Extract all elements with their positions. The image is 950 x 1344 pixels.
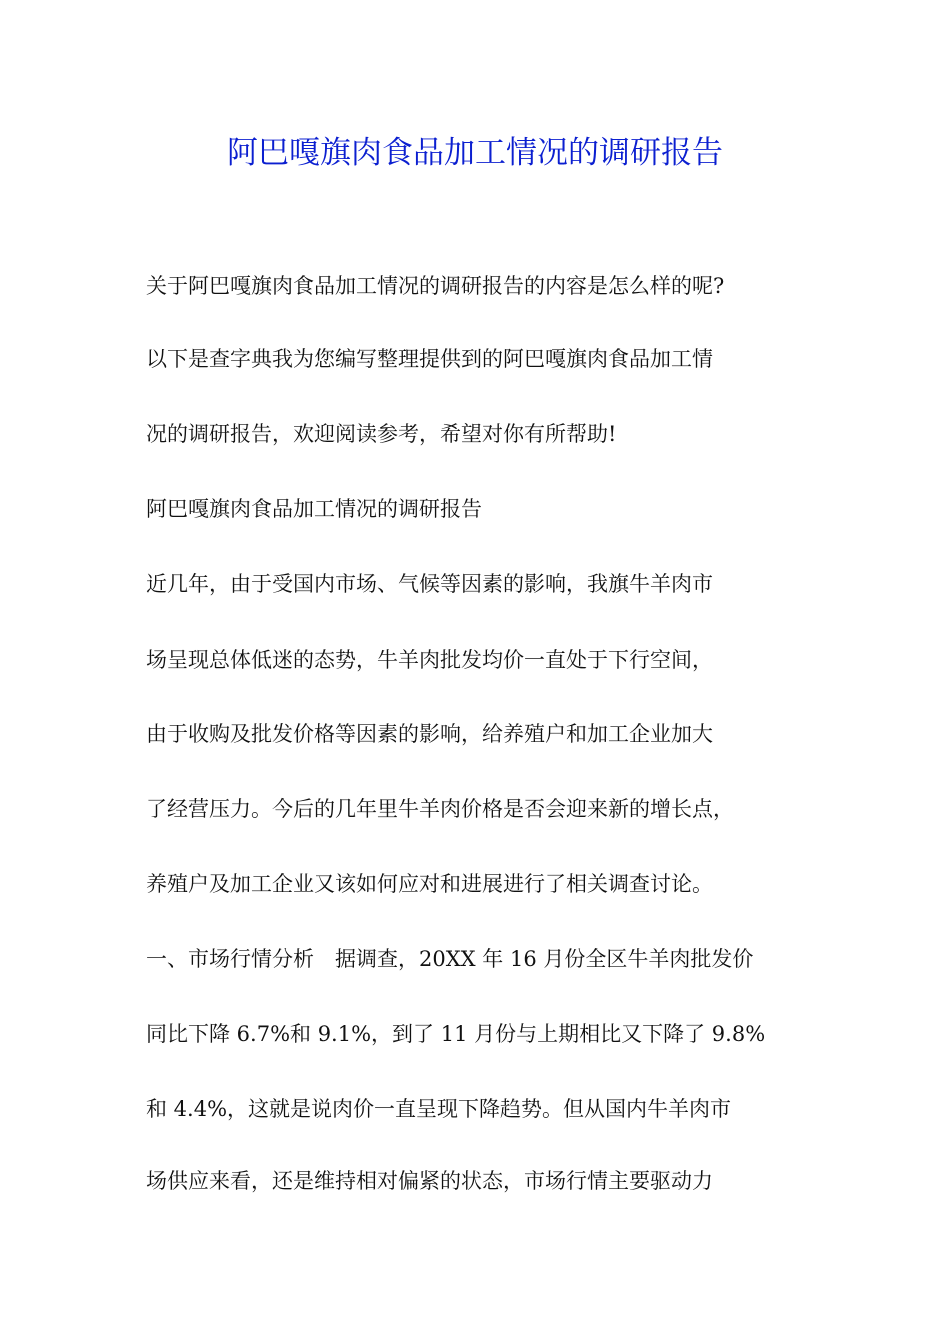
body-line-12: 和 4.4%，这就是说肉价一直呈现下降趋势。但从国内牛羊肉市 [146,1097,732,1121]
section-heading: 阿巴嘎旗肉食品加工情况的调研报告 [146,497,482,521]
body-line-5: 近几年，由于受国内市场、气候等因素的影响，我旗牛羊肉市 [146,572,713,596]
body-line-9: 养殖户及加工企业又该如何应对和进展进行了相关调查讨论。 [146,872,713,896]
body-line-6: 场呈现总体低迷的态势，牛羊肉批发均价一直处于下行空间， [146,648,713,672]
document-title: 阿巴嘎旗肉食品加工情况的调研报告 [227,135,723,171]
body-line-13: 场供应来看，还是维持相对偏紧的状态，市场行情主要驱动力 [146,1169,713,1193]
body-line-7: 由于收购及批发价格等因素的影响，给养殖户和加工企业加大 [146,722,713,746]
body-line-1: 关于阿巴嘎旗肉食品加工情况的调研报告的内容是怎么样的呢? [146,274,725,298]
body-line-10: 一、市场行情分析 据调查，20XX 年 16 月份全区牛羊肉批发价 [146,947,754,971]
body-line-8: 了经营压力。今后的几年里牛羊肉价格是否会迎来新的增长点， [146,797,734,821]
body-line-11: 同比下降 6.7%和 9.1%，到了 11 月份与上期相比又下降了 9.8% [146,1022,766,1046]
body-line-2: 以下是查字典我为您编写整理提供到的阿巴嘎旗肉食品加工情 [146,347,713,371]
body-line-3: 况的调研报告，欢迎阅读参考，希望对你有所帮助! [146,422,617,446]
